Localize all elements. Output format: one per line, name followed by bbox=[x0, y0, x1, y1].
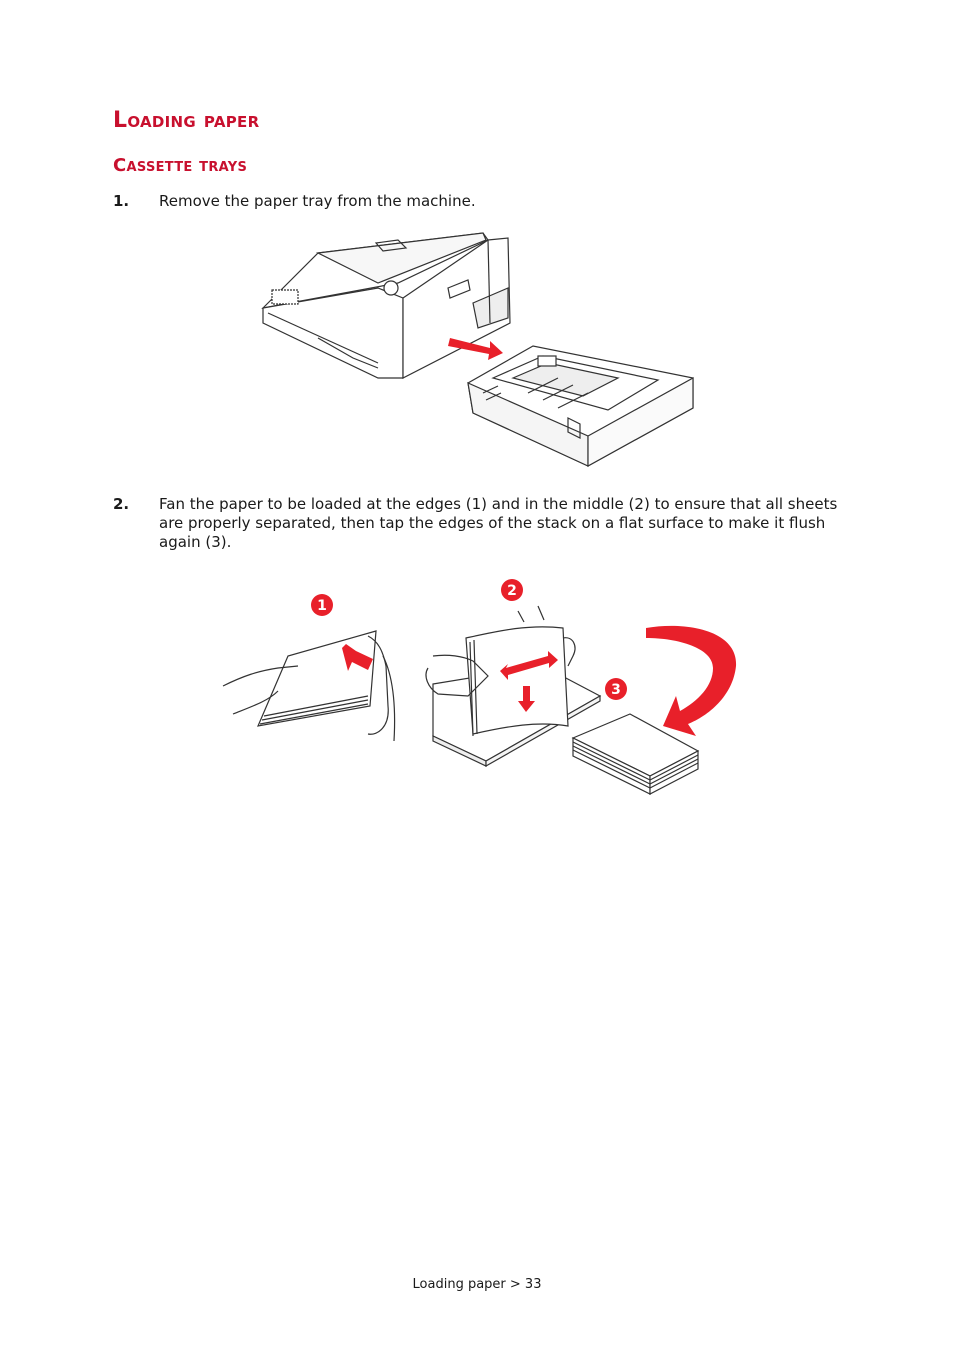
callout-3: 3 bbox=[611, 682, 621, 698]
step-text: Fan the paper to be loaded at the edges (1) and in the middle (2) to ensure that all sheets are properly separated, then tap the edges of the stack on a flat surface to make it flush again (3). bbox=[159, 495, 838, 551]
step-number: 1. bbox=[113, 192, 130, 210]
page-title: Loading paper bbox=[113, 108, 260, 133]
printer-tray-illustration bbox=[258, 228, 698, 473]
callout-1: 1 bbox=[317, 598, 327, 614]
page-footer: Loading paper > 33 bbox=[412, 1277, 542, 1292]
step-number: 2. bbox=[113, 495, 130, 513]
fanning-paper-illustration bbox=[218, 576, 743, 800]
step-text: Remove the paper tray from the machine. bbox=[159, 192, 476, 210]
section-heading: Cassette trays bbox=[113, 155, 248, 176]
callout-2: 2 bbox=[507, 583, 517, 599]
